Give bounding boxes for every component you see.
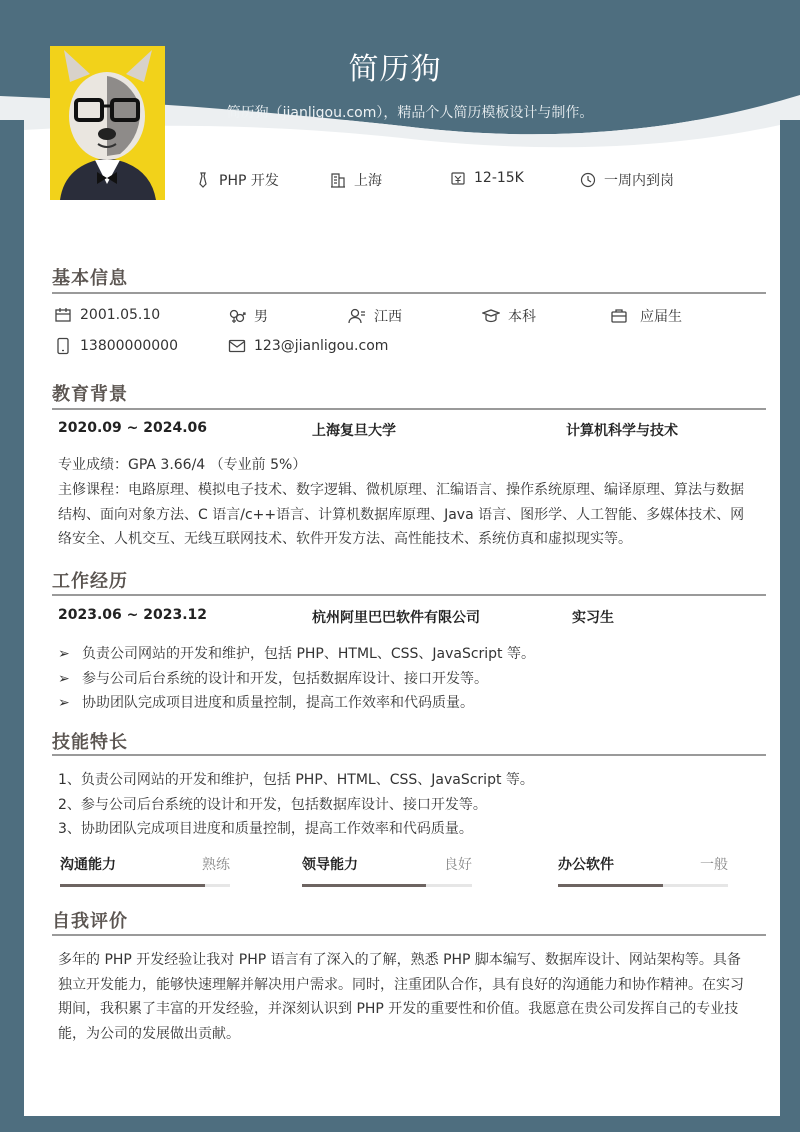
work-item [58, 692, 474, 712]
info-phone-text: 13800000000 [80, 338, 178, 354]
info-email-text: 123@jianligou.com [254, 338, 389, 354]
briefcase-icon [610, 307, 628, 325]
section-divider [52, 408, 766, 410]
info-phone [54, 337, 178, 355]
work-item [58, 668, 488, 688]
meta-city [330, 170, 382, 190]
info-birth-text: 2001.05.10 [80, 307, 161, 323]
work-item [58, 643, 535, 663]
meta-arrival [580, 170, 674, 190]
skill-bar-level: 一般 [700, 857, 728, 873]
education-score: 专业成绩：GPA 3.66/4 （专业前 5%） [58, 457, 307, 473]
work-item-text: 参与公司后台系统的设计和开发，包括数据库设计、接口开发等。 [82, 671, 488, 687]
info-gender [228, 306, 268, 326]
work-item-text: 负责公司网站的开发和维护，包括 PHP、HTML、CSS、JavaScript 等。 [82, 646, 535, 662]
page-title: 简历狗 [348, 52, 442, 87]
education-major: 计算机科学与技术 [566, 423, 678, 439]
section-title-basic: 基本信息 [52, 268, 128, 289]
skill-item: 2、参与公司后台系统的设计和开发，包括数据库设计、接口开发等。 [58, 797, 487, 813]
page-subtitle: 简历狗（jianligou.com），精品个人简历模板设计与制作。 [226, 105, 594, 121]
skill-bar-fill [302, 884, 426, 887]
calendar-icon [54, 306, 72, 324]
info-degree [482, 306, 536, 326]
work-role: 实习生 [572, 610, 614, 626]
gender-icon [228, 307, 246, 325]
self-evaluation-text: 多年的 PHP 开发经验让我对 PHP 语言有了深入的了解，熟悉 PHP 脚本编写、数据库设计、网站架构等。具备独立开发能力，能够快速理解并解决用户需求。同时，注重团队合作，具有良好的沟通能力和协作精神。在实习期间，我积累了丰富的开发经验，并深刻认识到 PHP 开发的重要性和价值。我愿意在贵公司发挥自己的专业技能，为公司的发展做出贡献。 [58, 952, 744, 1042]
skill-bar-track [302, 884, 472, 887]
education-school: 上海复旦大学 [312, 423, 396, 439]
info-status [610, 306, 682, 326]
section-title-self: 自我评价 [52, 911, 128, 932]
meta-city-text: 上海 [354, 173, 382, 189]
info-origin [348, 306, 402, 326]
meta-job [195, 170, 279, 190]
mail-icon [228, 337, 246, 355]
info-status-text: 应届生 [640, 309, 682, 325]
phone-icon [54, 337, 72, 355]
skill-item: 1、负责公司网站的开发和维护，包括 PHP、HTML、CSS、JavaScript 等。 [58, 772, 534, 788]
skill-bar-fill [60, 884, 205, 887]
bullet-arrow-icon: ➢ [58, 671, 70, 687]
section-title-education: 教育背景 [52, 384, 128, 405]
skill-bar-track [60, 884, 230, 887]
wallet-icon [450, 170, 466, 186]
meta-arrival-text: 一周内到岗 [604, 173, 674, 189]
info-email [228, 337, 388, 355]
info-birth [54, 306, 160, 324]
info-gender-text: 男 [254, 309, 268, 325]
section-divider [52, 934, 766, 936]
skill-bar-name: 办公软件 [558, 857, 614, 873]
section-title-skills: 技能特长 [52, 732, 128, 753]
skill-bar-track [558, 884, 728, 887]
clock-icon [580, 172, 596, 188]
meta-salary [450, 170, 524, 186]
work-company: 杭州阿里巴巴软件有限公司 [312, 610, 480, 626]
section-divider [52, 594, 766, 596]
skill-bar-name: 沟通能力 [60, 857, 116, 873]
work-item-text: 协助团队完成项目进度和质量控制，提高工作效率和代码质量。 [82, 695, 474, 711]
skill-item: 3、协助团队完成项目进度和质量控制，提高工作效率和代码质量。 [58, 821, 473, 837]
user-icon [348, 307, 366, 325]
bullet-arrow-icon: ➢ [58, 646, 70, 662]
graduation-cap-icon [482, 307, 500, 325]
tie-icon [195, 172, 211, 188]
meta-salary-text: 12-15K [474, 170, 524, 186]
education-courses: 主修课程：电路原理、模拟电子技术、数字逻辑、微机原理、汇编语言、操作系统原理、编译原理、算法与数据结构、面向对象方法、C 语言/c++语言、计算机数据库原理、Java 语言、图形学、人工智能、多媒体技术、网络安全、人机交互、无线互联网技术、软件开发方法、高性能技术、系统仿真和虚拟现实等。 [58, 482, 745, 547]
education-period: 2020.09 ~ 2024.06 [58, 420, 208, 436]
skill-bar-name: 领导能力 [302, 857, 358, 873]
skill-bar-fill [558, 884, 663, 887]
bullet-arrow-icon: ➢ [58, 695, 70, 711]
work-period: 2023.06 ~ 2023.12 [58, 607, 208, 623]
info-origin-text: 江西 [374, 309, 402, 325]
info-degree-text: 本科 [508, 309, 536, 325]
skill-bar-level: 良好 [444, 857, 472, 873]
meta-job-text: PHP 开发 [219, 173, 279, 189]
section-divider [52, 754, 766, 756]
skill-bar-level: 熟练 [202, 857, 230, 873]
building-icon [330, 172, 346, 188]
section-divider [52, 292, 766, 294]
section-title-work: 工作经历 [52, 571, 128, 592]
